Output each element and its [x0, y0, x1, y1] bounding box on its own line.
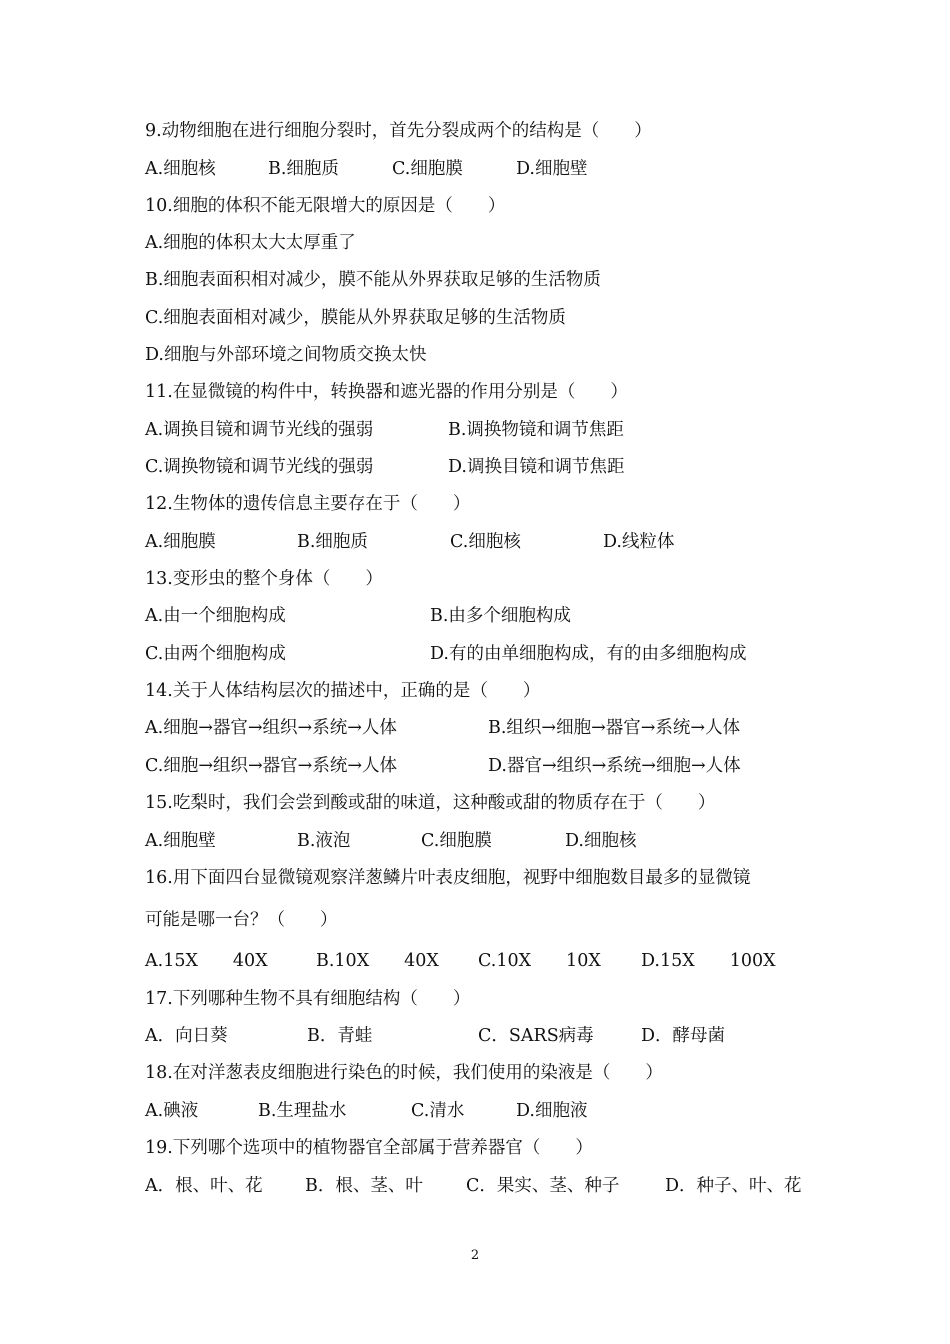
question-12-stem: 12.生物体的遗传信息主要存在于（ ）: [145, 494, 471, 514]
option-c: C．果实、茎、种子: [466, 1176, 620, 1196]
option-a: A.由一个细胞构成: [145, 606, 286, 626]
option-d: D.有的由单细胞构成，有的由多细胞构成: [430, 644, 747, 664]
option-d: D.调换目镜和调节焦距: [448, 457, 625, 477]
option-d: D．种子、叶、花: [665, 1176, 802, 1196]
option-b: B.组织→细胞→器官→系统→人体: [488, 718, 741, 738]
option-b: B.生理盐水: [258, 1101, 347, 1121]
option-c: C.10X 10X: [478, 951, 601, 971]
option-c: C.细胞膜: [392, 159, 463, 179]
option-a: A.调换目镜和调节光线的强弱: [145, 420, 374, 440]
question-19-options: [145, 1175, 845, 1197]
page-number: 2: [470, 1248, 480, 1263]
option-d: D.线粒体: [603, 532, 675, 552]
option-d: D.15X 100X: [641, 951, 776, 971]
question-9-options: [145, 158, 845, 180]
question-14-options-row1: [145, 717, 845, 739]
option-b: B.细胞质: [297, 532, 368, 552]
option-c: C.清水: [411, 1101, 465, 1121]
option-b: B.细胞质: [268, 159, 339, 179]
question-11-options-row1: [145, 419, 845, 441]
option-a: A.细胞的体积太大太厚重了: [145, 233, 356, 253]
question-11-stem: 11.在显微镜的构件中，转换器和遮光器的作用分别是（ ）: [145, 382, 628, 402]
question-14-options-row2: [145, 755, 845, 777]
question-13-stem: 13.变形虫的整个身体（ ）: [145, 569, 383, 589]
option-a: A.碘液: [145, 1101, 199, 1121]
option-d: D.细胞壁: [516, 159, 588, 179]
option-c: C.细胞表面相对减少，膜能从外界获取足够的生活物质: [145, 308, 566, 328]
option-b: B．根、茎、叶: [305, 1176, 423, 1196]
question-19-stem: 19.下列哪个选项中的植物器官全部属于营养器官（ ）: [145, 1138, 593, 1158]
option-d: D.细胞液: [516, 1101, 588, 1121]
question-13-options-row1: [145, 605, 845, 627]
question-14-stem: 14.关于人体结构层次的描述中，正确的是（ ）: [145, 681, 541, 701]
option-a: A.细胞核: [145, 159, 216, 179]
question-10-stem: 10.细胞的体积不能无限增大的原因是（ ）: [145, 196, 506, 216]
question-18-stem: 18.在对洋葱表皮细胞进行染色的时候，我们使用的染液是（ ）: [145, 1063, 663, 1083]
option-a: A.15X 40X: [145, 951, 268, 971]
option-a: A.细胞膜: [145, 532, 216, 552]
option-c: C．SARS病毒: [478, 1026, 594, 1046]
option-c: C.细胞膜: [421, 831, 492, 851]
option-b: B.液泡: [297, 831, 351, 851]
option-d: D．酵母菌: [641, 1026, 726, 1046]
question-15-options: [145, 830, 845, 852]
question-9-stem: 9.动物细胞在进行细胞分裂时，首先分裂成两个的结构是（ ）: [145, 121, 652, 141]
option-b: B.调换物镜和调节焦距: [448, 420, 624, 440]
question-17-options: [145, 1025, 845, 1047]
option-d: D.细胞核: [565, 831, 637, 851]
question-17-stem: 17.下列哪种生物不具有细胞结构（ ）: [145, 989, 471, 1009]
option-d: D.细胞与外部环境之间物质交换太快: [145, 345, 427, 365]
question-13-options-row2: [145, 643, 845, 665]
option-a: A.细胞→器官→组织→系统→人体: [145, 718, 397, 738]
option-a: A．根、叶、花: [145, 1176, 263, 1196]
question-15-stem: 15.吃梨时，我们会尝到酸或甜的味道，这种酸或甜的物质存在于（ ）: [145, 793, 716, 813]
option-c: C.细胞核: [450, 532, 521, 552]
option-d: D.器官→组织→系统→细胞→人体: [488, 756, 741, 776]
option-b: B．青蛙: [307, 1026, 373, 1046]
question-11-options-row2: [145, 456, 845, 478]
question-16-options: [145, 950, 845, 972]
option-c: C.由两个细胞构成: [145, 644, 286, 664]
option-b: B.细胞表面积相对减少，膜不能从外界获取足够的生活物质: [145, 270, 601, 290]
option-a: A.细胞壁: [145, 831, 216, 851]
option-a: A．向日葵: [145, 1026, 228, 1046]
question-16-stem-continued: 可能是哪一台？（ ）: [145, 910, 338, 930]
question-18-options: [145, 1100, 845, 1122]
option-c: C.细胞→组织→器官→系统→人体: [145, 756, 397, 776]
option-b: B.10X 40X: [316, 951, 439, 971]
question-12-options: [145, 531, 845, 553]
question-16-stem: 16.用下面四台显微镜观察洋葱鳞片叶表皮细胞，视野中细胞数目最多的显微镜: [145, 868, 751, 888]
option-c: C.调换物镜和调节光线的强弱: [145, 457, 374, 477]
option-b: B.由多个细胞构成: [430, 606, 571, 626]
